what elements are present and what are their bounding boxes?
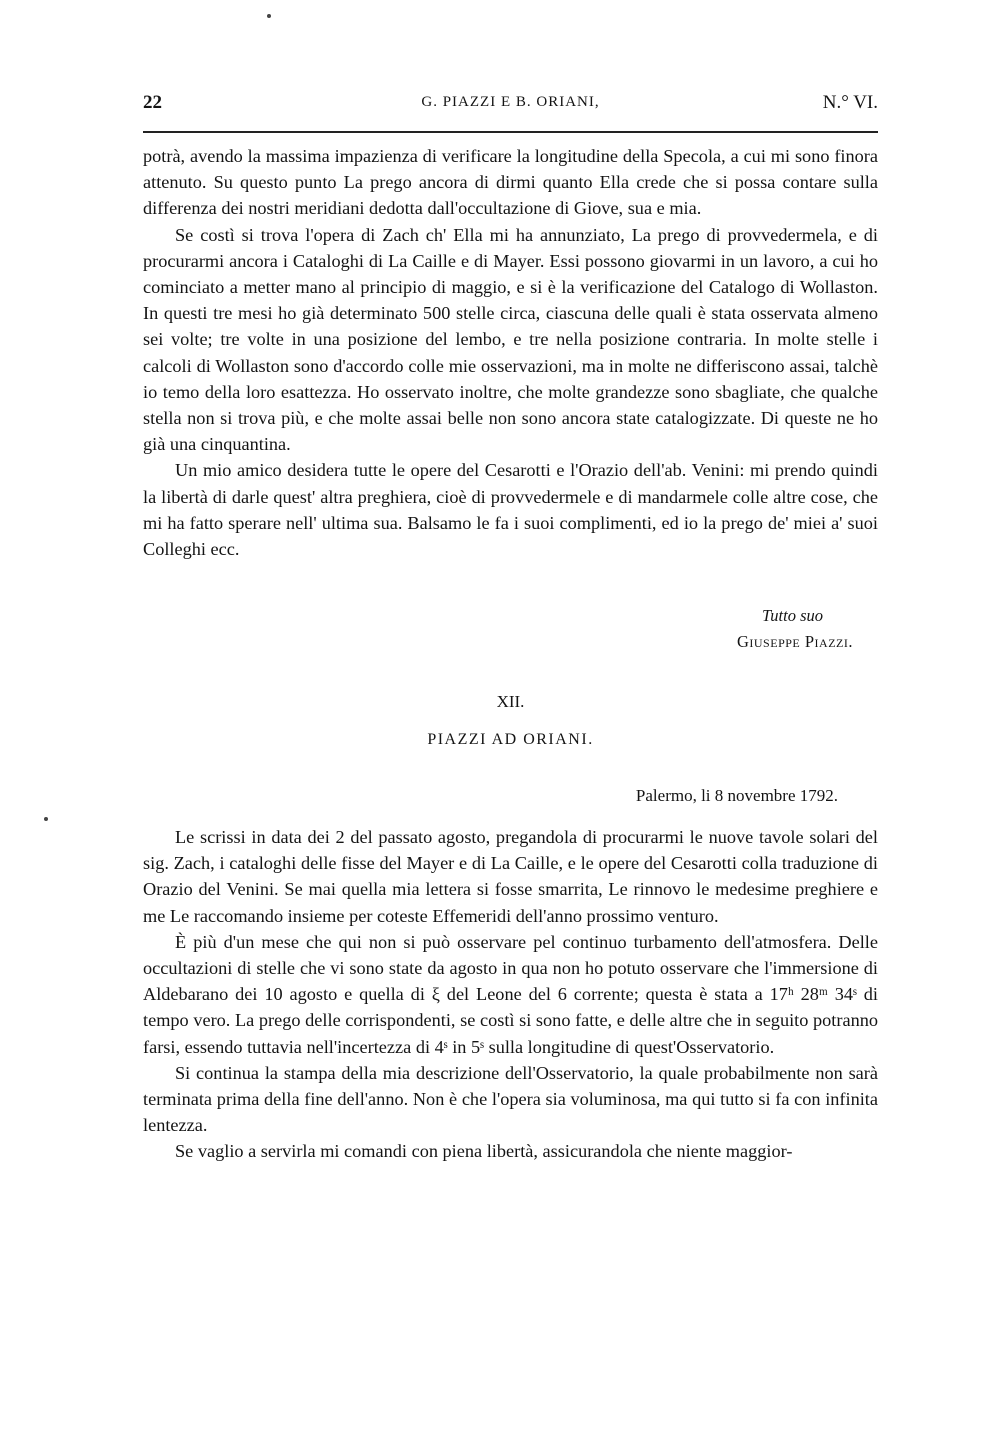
signature: Giuseppe Piazzi. — [736, 632, 853, 651]
header-rule — [143, 131, 878, 133]
paragraph: Un mio amico desidera tutte le opere del Cesarotti e l'Orazio dell'ab. Venini: mi prendo quindi la libertà di darle quest' altra preghiera, cioè di provvedermele e di mandarmele colle altre cose, che mi ha fatto sperare nell' ultima sua. Balsamo le fa i suoi complimenti, ed io la prego de' miei a' suoi Colleghi ecc. — [143, 460, 878, 560]
place-date: Palermo, li 8 novembre 1792. — [635, 786, 838, 805]
ink-speck — [44, 817, 48, 821]
letter-number: XII. — [496, 692, 525, 711]
letter-body — [143, 824, 878, 1165]
page-number: 22 — [143, 92, 162, 113]
running-title: G. PIAZZI E B. ORIANI, — [421, 94, 600, 110]
paragraph: Si continua la stampa della mia descrizione dell'Osservatorio, la quale probabilmente non sarà terminata prima della fine dell'anno. Non è che l'opera sia voluminosa, ma qui tutto si fa con infinita lentezza. — [143, 1062, 878, 1136]
page-header — [143, 92, 878, 122]
paragraph: Se costì si trova l'opera di Zach ch' Ella mi ha annunziato, La prego di provvedermela, e di procurarmi ancora i Cataloghi di La Caille e di Mayer. Essi possono giovarmi in un lavoro, a cui ho cominciato a metter mano al principio di maggio, e si è la verificazione del Catalogo di Wollaston. In questi tre mesi ho già determinato 500 stelle circa, ciascuna delle quali è stata osservata almeno sei volte; tre volte in una posizione del lembo, e tre nella posizione contraria. In molte stelle i calcoli di Wollaston sono d'accordo colle mie osservazioni, ma in molte ne differiscono assai, talchè io temo della loro esattezza. Ho osservato inoltre, che molte grandezze sono sbagliate, che qualche stella non si trova più, e che molte assai belle non sono ancora state catalogizzate. Di queste ne ho già una cinquantina. — [143, 224, 878, 455]
paragraph: potrà, avendo la massima impazienza di verificare la longitudine della Specola, a cui mi sono finora attenuto. Su questo punto La prego ancora di dirmi quanto Ella crede che si possa contare sulla differenza dei nostri meridiani dedotta dall'occultazione di Giove, sua e mia. — [143, 146, 878, 219]
letter-body-continued — [143, 143, 878, 562]
paragraph: Se vaglio a servirla mi comandi con piena libertà, assicurandola che niente maggior- — [175, 1141, 793, 1162]
letter-group-number: N.° VI. — [822, 92, 878, 113]
paragraph: Le scrissi in data dei 2 del passato agosto, pregandola di procurarmi le nuove tavole solari del sig. Zach, i cataloghi delle fisse del Mayer e di La Caille, e le opere del Cesarotti colla traduzione di Orazio del Venini. Se mai quella mia lettera si fosse smarrita, Le rinnovo le medesime preghiere e me Le raccomando insieme per coteste Effemeridi dell'anno prossimo venturo. — [143, 827, 878, 926]
closing-formula: Tutto suo — [762, 606, 823, 625]
letter-closing — [143, 603, 878, 655]
letter-title: PIAZZI AD ORIANI. — [427, 731, 594, 748]
ink-speck — [267, 14, 271, 18]
paragraph: È più d'un mese che qui non si può osservare pel continuo turbamento dell'atmosfera. Delle occultazioni di stelle che vi sono state da agosto in qua non ho potuto osservare che l'immersione di Aldebarano dei 10 agosto e quella di ξ del Leone del 6 corrente; questa è stata a 17ʰ 28ᵐ 34ˢ di tempo vero. La prego delle corrispondenti, se costì si sono fatte, e delle altre che in seguito potranno farsi, essendo tuttavia nell'incertezza di 4ˢ in 5ˢ sulla longitudine di quest'Osservatorio. — [143, 931, 878, 1057]
